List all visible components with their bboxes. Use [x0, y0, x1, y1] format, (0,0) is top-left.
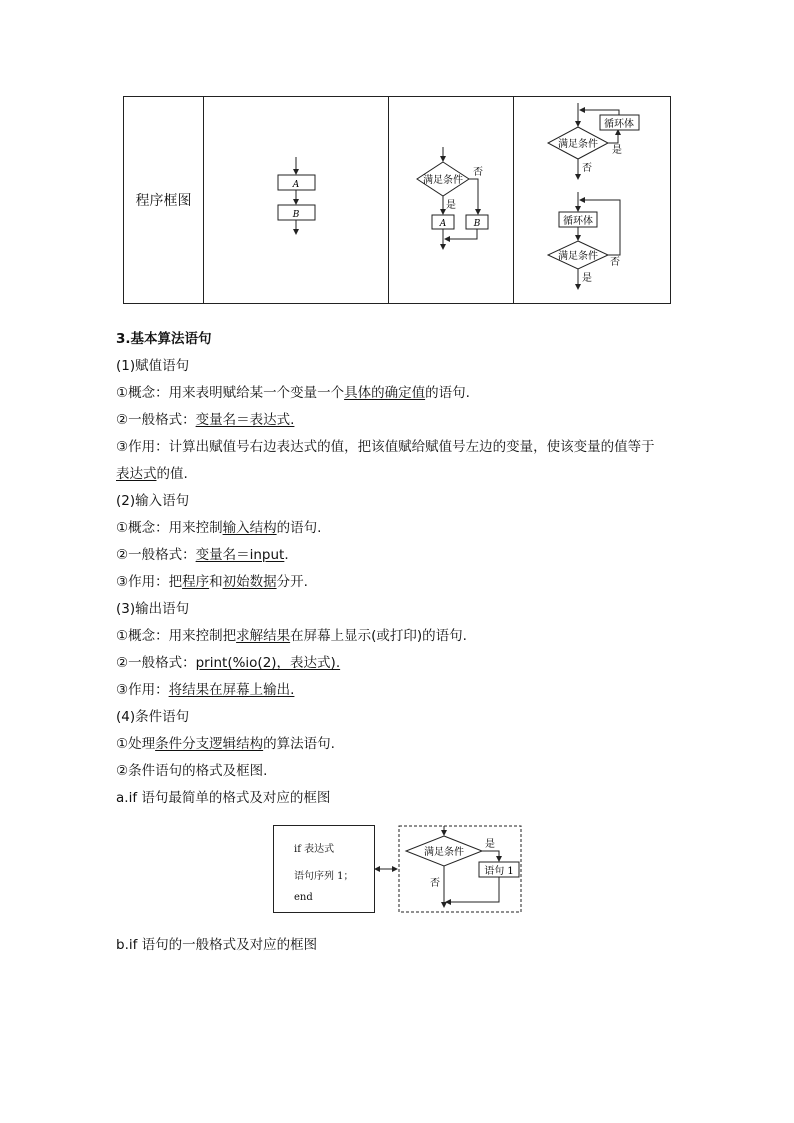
box-a-label: A [292, 180, 300, 190]
input-effect: ③作用：把程序和初始数据分开. [116, 574, 308, 590]
assign-concept: ①概念：用来表明赋给某一个变量一个具体的确定值的语句. [116, 385, 470, 401]
yes-label: 是 [485, 839, 495, 850]
while-decision-label: 满足条件 [558, 251, 598, 262]
if-code-box [273, 825, 375, 913]
until-decision-label: 满足条件 [558, 139, 598, 150]
assign-effect: ③作用：计算出赋值号右边表达式的值，把该值赋给赋值号左边的变量，使该变量的值等于 [116, 439, 655, 455]
no-label: 否 [473, 167, 483, 178]
section-heading: 3.基本算法语句 [116, 331, 212, 347]
code-line: end [294, 892, 313, 903]
conditional-diagram [389, 97, 513, 303]
flowchart-table [123, 96, 671, 304]
box-a-label: A [439, 219, 447, 229]
decision-label: 满足条件 [423, 175, 463, 186]
input-format: ②一般格式：变量名＝input. [116, 547, 289, 563]
sub-heading-assign: (1)赋值语句 [116, 358, 190, 374]
conditional-structure-cell [389, 97, 514, 304]
output-concept: ①概念：用来控制把求解结果在屏幕上显示(或打印)的语句. [116, 628, 467, 644]
loop-structure-cell [514, 97, 671, 304]
sequence-diagram [204, 97, 388, 303]
box-b-label: B [473, 219, 481, 229]
output-format: ②一般格式：print(%io(2)，表达式). [116, 655, 341, 671]
no-label: 否 [430, 878, 440, 889]
cond-format: ②条件语句的格式及框图. [116, 763, 268, 779]
assign-format: ②一般格式：变量名＝表达式. [116, 412, 295, 428]
decision-label: 满足条件 [424, 847, 464, 858]
cond-concept: ①处理条件分支逻辑结构的算法语句. [116, 736, 335, 752]
while-body-label: 循环体 [563, 216, 593, 227]
sequence-structure-cell [204, 97, 389, 304]
until-yes-label: 是 [612, 145, 622, 156]
until-body-label: 循环体 [604, 119, 634, 130]
until-no-label: 否 [582, 163, 592, 174]
yes-label: 是 [446, 200, 456, 211]
input-concept: ①概念：用来控制输入结构的语句. [116, 520, 322, 536]
if-simple-heading: a.if 语句最简单的格式及对应的框图 [116, 790, 331, 806]
while-yes-label: 是 [582, 273, 592, 284]
assign-effect-cont: 表达式的值. [116, 466, 188, 482]
if-general-heading: b.if 语句的一般格式及对应的框图 [116, 937, 318, 953]
if-simple-diagram [373, 825, 525, 917]
row-label: 程序框图 [124, 97, 204, 304]
code-line: if 表达式 [294, 844, 335, 855]
stmt-label: 语句 1 [484, 866, 514, 877]
sub-heading-cond: (4)条件语句 [116, 709, 190, 725]
while-no-label: 否 [610, 257, 620, 268]
output-effect: ③作用：将结果在屏幕上输出. [116, 682, 295, 698]
sub-heading-input: (2)输入语句 [116, 493, 190, 509]
loop-diagram [514, 97, 670, 303]
box-b-label: B [292, 210, 300, 220]
code-line: 语句序列 1； [294, 871, 354, 882]
sub-heading-output: (3)输出语句 [116, 601, 190, 617]
